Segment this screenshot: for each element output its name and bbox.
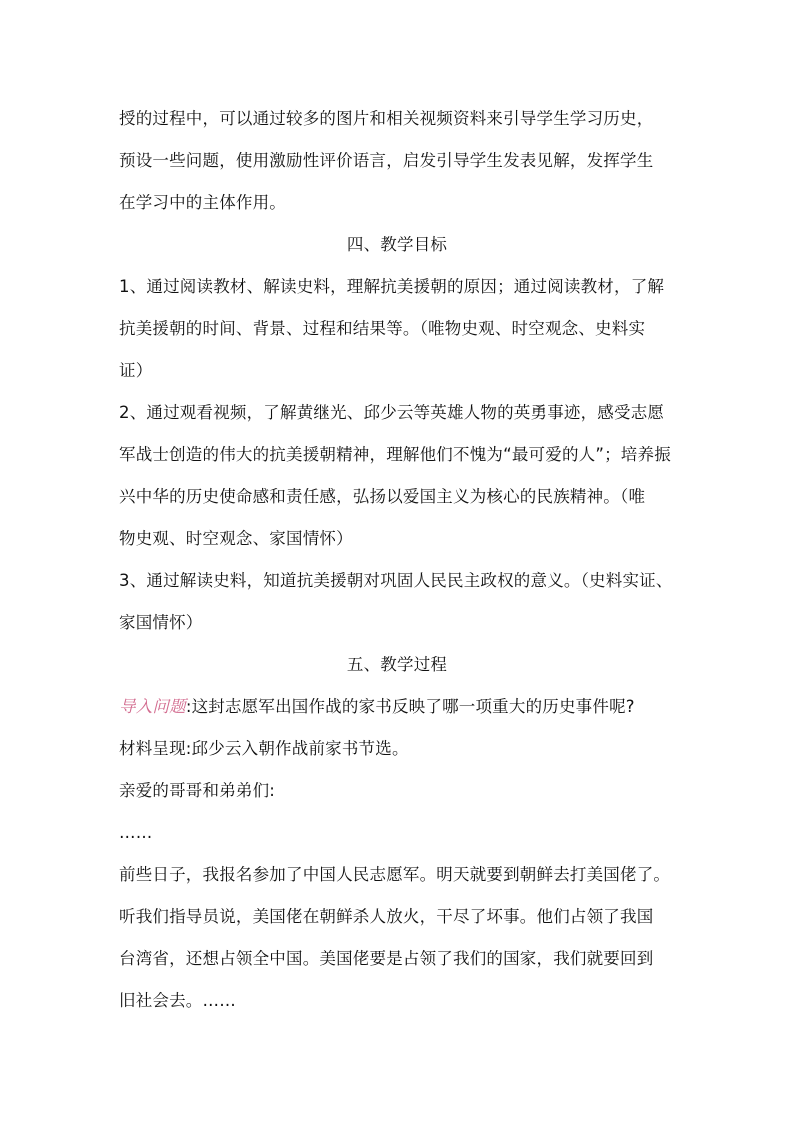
paragraph-line: 1、通过阅读教材、解读史料，理解抗美援朝的原因；通过阅读教材，了解 bbox=[119, 277, 665, 296]
paragraph-line: 军战士创造的伟大的抗美援朝精神，理解他们不愧为“最可爱的人”；培养振 bbox=[119, 445, 671, 464]
ellipsis-line: …… bbox=[119, 823, 153, 842]
paragraph-line: 台湾省，还想占领全中国。美国佬要是占领了我们的国家，我们就要回到 bbox=[119, 949, 654, 968]
paragraph-line: 家国情怀） bbox=[119, 613, 203, 632]
lead-question-text: :这封志愿军出国作战的家书反映了哪一项重大的历史事件呢? bbox=[185, 697, 635, 716]
paragraph-line: 3、通过解读史料，知道抗美援朝对巩固人民民主政权的意义。（史料实证、 bbox=[119, 571, 673, 590]
section-heading-teaching-goals: 四、教学目标 bbox=[346, 235, 448, 254]
paragraph-line: 听我们指导员说，美国佬在朝鲜杀人放火，干尽了坏事。他们占领了我国 bbox=[119, 907, 654, 926]
paragraph-line: 物史观、时空观念、家国情怀） bbox=[119, 529, 353, 548]
paragraph-line: 预设一些问题，使用激励性评价语言，启发引导学生发表见解，发挥学生 bbox=[119, 151, 654, 170]
paragraph-line: 前些日子，我报名参加了中国人民志愿军。明天就要到朝鲜去打美国佬了。 bbox=[119, 865, 671, 884]
paragraph-line: 兴中华的历史使命感和责任感，弘扬以爱国主义为核心的民族精神。（唯 bbox=[119, 487, 646, 506]
lead-question bbox=[119, 695, 689, 719]
letter-salutation: 亲爱的哥哥和弟弟们: bbox=[119, 781, 276, 800]
paragraph-line: 2、通过观看视频，了解黄继光、邱少云等英雄人物的英勇事迹，感受志愿 bbox=[119, 403, 665, 422]
paragraph-line: 材料呈现:邱少云入朝作战前家书节选。 bbox=[119, 739, 409, 758]
paragraph-line: 证） bbox=[119, 361, 153, 380]
paragraph-line: 抗美援朝的时间、背景、过程和结果等。（唯物史观、时空观念、史料实 bbox=[119, 319, 646, 338]
paragraph-line: 在学习中的主体作用。 bbox=[119, 193, 286, 212]
paragraph-line: 旧社会去。…… bbox=[119, 991, 236, 1010]
lead-question-label: 导入问题 bbox=[119, 697, 186, 716]
section-heading-teaching-process: 五、教学过程 bbox=[346, 655, 448, 674]
paragraph-line: 授的过程中，可以通过较多的图片和相关视频资料来引导学生学习历史， bbox=[119, 109, 654, 128]
